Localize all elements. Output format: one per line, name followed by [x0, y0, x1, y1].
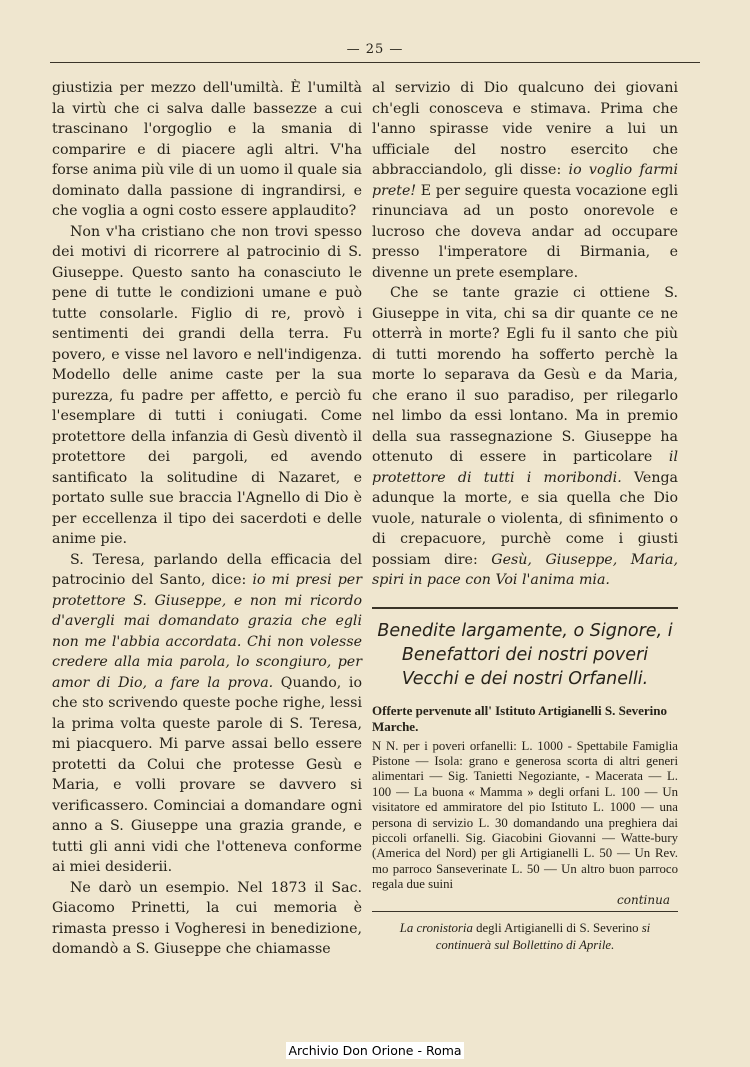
cronistoria-title: La cronistoria — [399, 920, 473, 935]
officer-quote: io voglio farmi prete! — [372, 162, 678, 199]
right-paragraph-2 — [372, 283, 678, 591]
left-paragraph-4: Ne darò un esempio. Nel 1873 il Sac. Giacomo Prinetti, la cui memoria è rimasta presso i Vogheresi in benedizione, domandò a S. Giuseppe che chiamasse — [52, 879, 362, 957]
right-paragraph-1-lead: al servizio di Dio qualcuno dei giovani ch'egli conosceva e stimava. Prima che l'anno spirasse vide venire a lui un ufficiale del nostro esercito che abbracciandolo, gli disse: — [372, 80, 678, 178]
left-column — [52, 78, 362, 960]
prayer-phrase: Gesù, Giuseppe, Maria, spiri in pace con Voi l'anima mia. — [372, 551, 678, 588]
note-rule — [372, 911, 678, 912]
right-paragraph-1 — [372, 78, 678, 283]
cronistoria-end: si continuerà sul Bollettino di Aprile. — [435, 920, 651, 952]
offerte-title: Offerte pervenute all' Istituto Artigianelli S. Severino Marche. — [372, 702, 667, 734]
header-rule — [50, 62, 700, 63]
offerte-list: N N. per i poveri orfanelli: L. 1000 - Spettabile Famiglia Pistone — Isola: grano e generosa scorta di altri generi alimentari — Sig. Tanietti Negoziante, - Macerata — L. 100 — La buona « Mamma » degli orfani L. 100 — Un visitatore ed ammiratore del pio Istituto L. 1000 — una persona di servizio L. 30 domandando una preghiera dai piccoli orfanelli. Sig. Giacobini Giovanni — Watte-bury (America del Nord) per gli Artigianelli L. 50 — Un Rev. mo parroco Sanseverinate L. 50 — Un altro buon parroco regala due suini — [372, 738, 678, 892]
left-paragraph-1: giustizia per mezzo dell'umiltà. È l'umiltà la virtù che ci salva dalle bassezze a cui trascinano l'orgoglio e la smania di comparire e di piacere agli altri. V'ha forse anima più vile di un uomo il quale sia dominato dalla passione di ingrandirsi, e che voglia a ogni costo essere applaudito? — [52, 80, 362, 219]
right-column — [372, 78, 678, 954]
benefactors-banner: Benedite largamente, o Signore, i Benefattori dei nostri poveri Vecchi e dei nostri Orfanelli. — [372, 607, 678, 691]
archive-footer — [0, 1043, 750, 1058]
cronistoria-note — [372, 920, 678, 954]
right-paragraph-1-rest: E per seguire questa vocazione egli rinunciava ad un posto onorevole e lucroso che doveva andar ad occupare presso l'imperatore di Birmania, e divenne un prete esemplare. — [372, 182, 678, 281]
cronistoria-mid: degli Artigianelli di S. Severino — [472, 920, 642, 935]
continua-label: continua — [617, 892, 670, 907]
archive-footer-text: Archivio Don Orione - Roma — [288, 1043, 462, 1058]
page-number: — 25 — — [346, 42, 404, 57]
left-paragraph-3-rest: Quando, io che sto scrivendo queste poche righe, lessi la prima volta queste parole di S. Teresa, mi piacquero. Mi parve assai bello essere protetti da Colui che protesse Gesù e Maria, e volli provare se davvero si verificassero. Cominciai a domandare ogni anno a S. Giuseppe una grazia grande, e tutti gli anni vidi che l'otteneva conforme ai miei desiderii. — [52, 674, 362, 875]
left-paragraph-2: Non v'ha cristiano che non trovi spesso dei motivi di ricorrere al patrocinio di S. Giuseppe. Questo santo ha conasciuto le pene di tutte le condizioni umane e può tutte consolarle. Figlio di re, provò i sentimenti dei grandi della terra. Fu povero, e visse nel lavoro e nell'indigenza. Modello delle anime caste per la sua purezza, fu padre per affetto, e perciò fu l'esemplare di tutti i coniugati. Come protettore della infanzia di Gesù diventò il protettore dei pargoli, ed avendo santificato la solitudine di Nazaret, e portato sulle sue braccia l'Agnello di Dio è per eccellenza il tipo dei sacerdoti e delle anime pie. — [52, 223, 362, 547]
right-paragraph-2-lead: Che se tante grazie ci ottiene S. Giuseppe in vita, chi sa dir quante ce ne otterrà in morte? Egli fu il santo che più di tutti morendo ha sofferto perchè la morte lo separava da Gesù e da Maria, che erano il suo paradiso, per rilegarlo nel limbo da essi lontano. Ma in premio della sua rassegnazione S. Giuseppe ha ottenuto di essere in particolare — [372, 285, 678, 465]
right-paragraph-2-mid: Venga adunque la morte, e sia quella che Dio vuole, naturale o violenta, di sfinimento o di crepacuore, purchè come i giusti possiam dire: — [372, 469, 678, 568]
left-paragraph-3 — [52, 550, 362, 878]
left-paragraph-3-lead: S. Teresa, parlando della efficacia del patrocinio del Santo, dice: — [52, 551, 362, 588]
protector-phrase: il protettore di tutti i moribondi. — [372, 449, 678, 486]
teresa-quote: io mi presi per protettore S. Giuseppe, e non mi ricordo d'avergli mai domandato grazia che egli non me l'abbia accordata. Chi non volesse credere alla mia parola, lo scongiuro, per amor di Dio, a fare la prova. — [52, 572, 362, 691]
